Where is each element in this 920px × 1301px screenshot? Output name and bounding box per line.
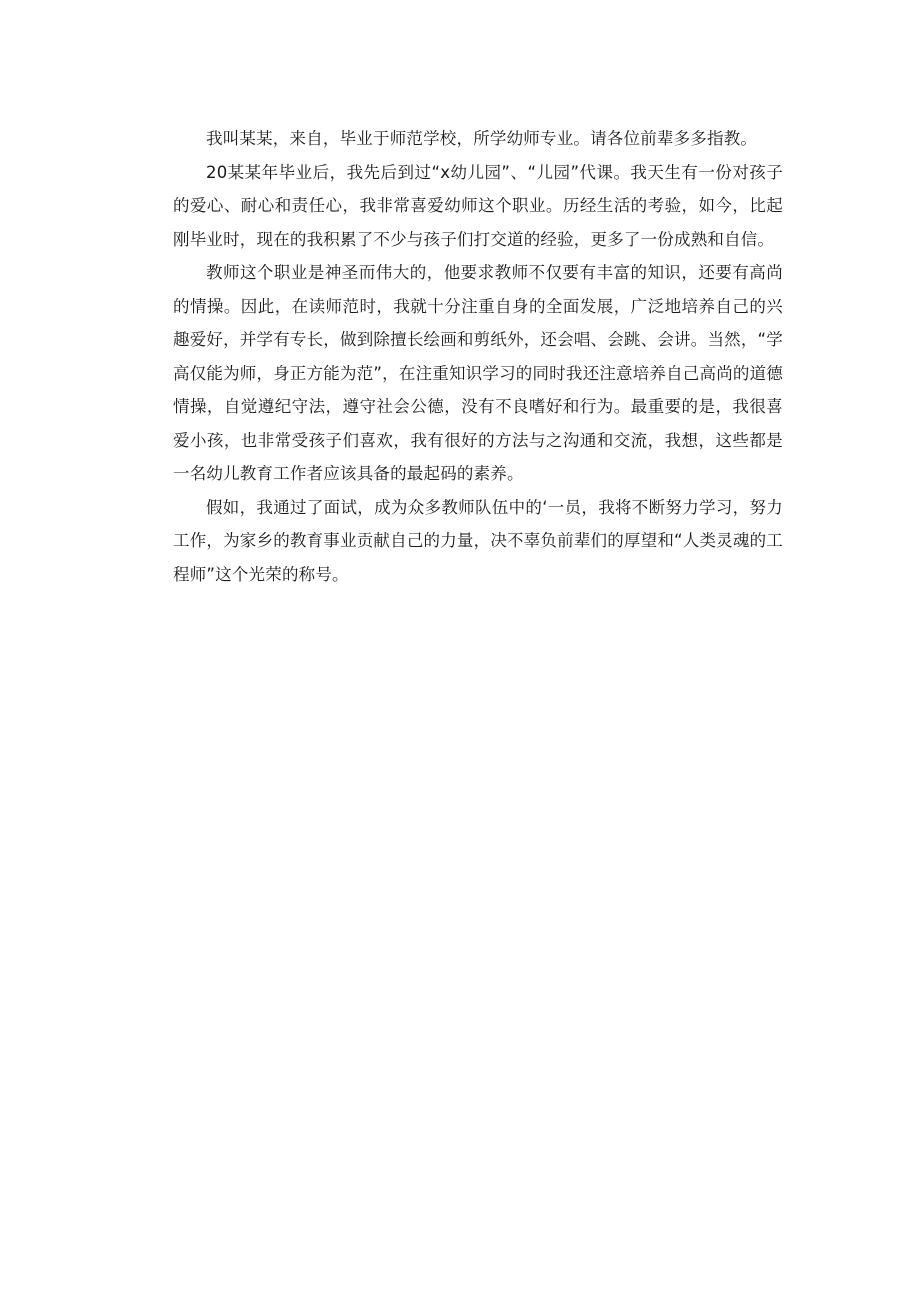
paragraph-work-experience: 20某某年毕业后，我先后到过“x幼儿园”、“儿园”代课。我天生有一份对孩子的爱心、耐心和责任心，我非常喜爱幼师这个职业。历经生活的考验，如今，比起刚毕业时，现在的我积累了不少与孩子们打交道的经验，更多了一份成熟和自信。	[173, 162, 783, 249]
paragraph-closing: 假如，我通过了面试，成为众多教师队伍中的‘一员，我将不断努力学习，努力工作，为家乡的教育事业贡献自己的力量，决不辜负前辈们的厚望和“人类灵魂的工程师”这个光荣的称号。	[173, 497, 783, 584]
paragraph-introduction: 我叫某某，来自，毕业于师范学校，所学幼师专业。请各位前辈多多指教。	[206, 129, 758, 148]
document-body	[173, 122, 783, 591]
paragraph-education-character: 教师这个职业是神圣而伟大的，他要求教师不仅要有丰富的知识，还要有高尚的情操。因此，在读师范时，我就十分注重自身的全面发展，广泛地培养自己的兴趣爱好，并学有专长，做到除擅长绘画和剪纸外，还会唱、会跳、会讲。当然，“学高仅能为师，身正方能为范”，在注重知识学习的同时我还注意培养自己高尚的道德情操，自觉遵纪守法，遵守社会公德，没有不良嗜好和行为。最重要的是，我很喜爱小孩，也非常受孩子们喜欢，我有很好的方法与之沟通和交流，我想，这些都是一名幼儿教育工作者应该具备的最起码的素养。	[173, 263, 783, 483]
